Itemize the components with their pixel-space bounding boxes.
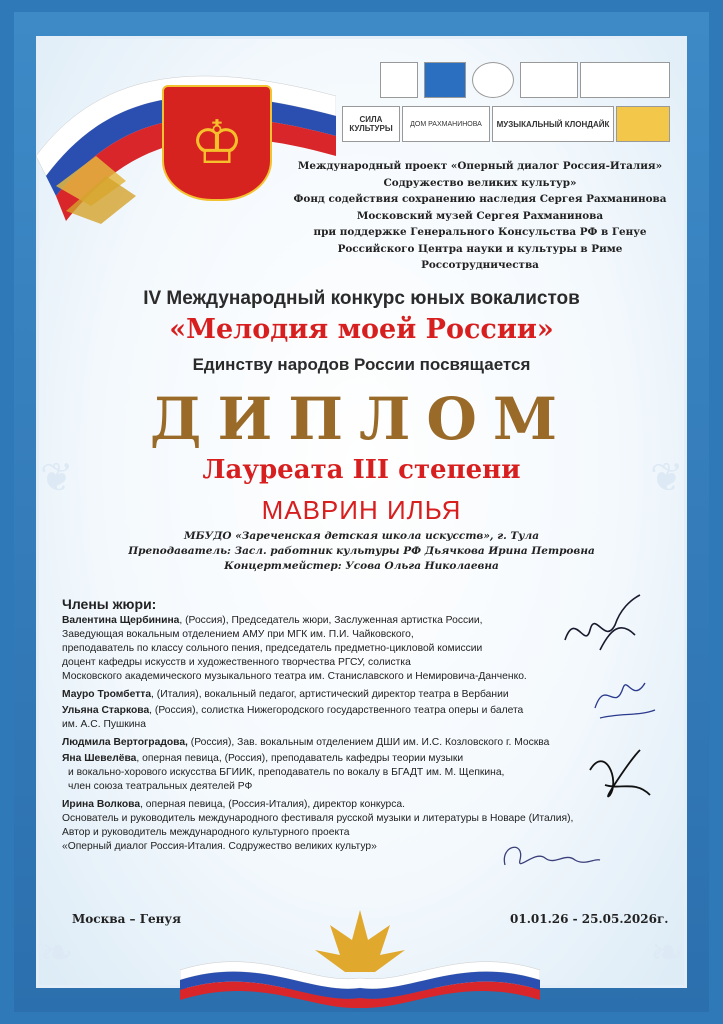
jury-name: Яна Шевелёва (62, 753, 137, 764)
jury-text: Основатель и руководитель международного фестиваля русской музыки и литературы в Новаре (Италия), (62, 813, 574, 824)
jury-text: преподаватель по классу сольного пения, председатель предметно-цикловой комиссии (62, 643, 483, 654)
teacher-line: Преподаватель: Засл. работник культуры РФ Дьячкова Ирина Петровна (128, 545, 595, 557)
jury-text: , (Италия), вокальный педагог, артистический директор театра в Вербании (151, 689, 509, 700)
jury-text: член союза театральных деятелей РФ (68, 781, 253, 792)
logo-belcanto (616, 106, 670, 142)
jury-text: , (Россия), Председатель жюри, Заслуженная артистка России, (179, 615, 483, 626)
signature-4 (495, 830, 605, 880)
jury-title: Члены жюри: (62, 596, 157, 612)
diploma-heading: ДИПЛОМ (149, 385, 574, 453)
jury-text: и вокально-хорового искусства БГИИК, преподаватель по вокалу в БГАДТ им. М. Щепкина, (68, 767, 505, 778)
organizer-line: Россотрудничества (421, 259, 539, 271)
dates: 01.01.26 - 25.05.2026г. (510, 912, 669, 926)
laureate-degree: Лауреата III степени (202, 455, 521, 485)
organizer-line: Фонд содействия сохранению наследия Сергея Рахманинова (293, 193, 667, 205)
jury-member (62, 688, 509, 702)
jury-text: Московского академического музыкального театра им. Станиславского и Немировича-Данченко. (62, 671, 527, 682)
jury-text: им. А.С. Пушкина (62, 719, 146, 730)
jury-text: , оперная певица, (Россия-Италия), директор конкурса. (140, 799, 406, 810)
flag-ribbon-bottom (180, 900, 540, 1010)
organizer-line: Московский музей Сергея Рахманинова (356, 209, 604, 222)
signature-1 (560, 590, 650, 660)
ornament-icon: ❦ (40, 455, 74, 501)
ornament-icon: ❧ (40, 930, 74, 976)
organizers-block (265, 158, 695, 274)
dedication: Единству народов России посвящается (192, 355, 531, 374)
logo-sila-kultury: СИЛА КУЛЬТУРЫ (342, 106, 400, 142)
organizer-line: при поддержке Генерального Консульства РФ в Генуе (313, 226, 647, 238)
competition-title: IV Международный конкурс юных вокалистов (143, 288, 580, 309)
logo-emblem (380, 62, 418, 98)
jury-text: (Россия), Зав. вокальным отделением ДШИ им. И.С. Козловского г. Москва (187, 737, 550, 748)
jury-member (62, 736, 549, 750)
jury-text: , (Россия), солистка Нижегородского государственного театра оперы и балета (149, 705, 524, 716)
contest-name: «Мелодия моей России» (169, 314, 554, 345)
logo-globe (472, 62, 514, 98)
coat-of-arms-icon: ♔ (162, 85, 272, 201)
organizer-line: Международный проект «Оперный диалог Россия-Италия» (297, 160, 663, 172)
signature-3 (580, 740, 660, 810)
jury-member (62, 704, 523, 732)
logo-opera-dialog (580, 62, 670, 98)
jury-text: Автор и руководитель международного культурного проекта (62, 827, 350, 838)
jury-member (62, 752, 504, 794)
jury-text: , оперная певица, (Россия), преподаватель кафедры теории музыки (136, 753, 464, 764)
city: Москва – Генуя (72, 912, 181, 926)
jury-name: Ирина Волкова (62, 799, 141, 810)
logo-rz (520, 62, 578, 98)
jury-text: доцент кафедры искусств и художественного творчества РГСУ, солистка (62, 657, 411, 668)
jury-member (62, 614, 527, 684)
accompanist-line: Концертмейстер: Усова Ольга Николаевна (224, 560, 499, 572)
ornament-icon: ❦ (650, 455, 684, 501)
jury-text: «Оперный диалог Россия-Италия. Содружество великих культур» (62, 841, 377, 852)
signature-2 (585, 668, 665, 728)
school-line: МБУДО «Зареченская детская школа искусств», г. Тула (183, 530, 540, 542)
logo-muzykalny-klondaik: МУЗЫКАЛЬНЫЙ КЛОНДАЙК (492, 106, 614, 142)
logo-dom-rachmaninova: ДОМ РАХМАНИНОВА (402, 106, 490, 142)
jury-name: Ульяна Старкова (62, 705, 150, 716)
jury-name: Людмила Вертоградова, (62, 737, 188, 748)
jury-name: Мауро Тромбетта (62, 689, 152, 700)
organizer-line: Содружество великих культур» (383, 176, 577, 189)
ornament-icon: ❧ (650, 930, 684, 976)
jury-text: Заведующая вокальным отделением АМУ при МГК им. П.И. Чайковского, (62, 629, 414, 640)
logo-museum (424, 62, 466, 98)
organizer-line: Российского Центра науки и культуры в Риме (337, 242, 623, 255)
recipient-name: МАВРИН ИЛЬЯ (261, 495, 462, 525)
jury-name: Валентина Щербинина (62, 615, 180, 626)
